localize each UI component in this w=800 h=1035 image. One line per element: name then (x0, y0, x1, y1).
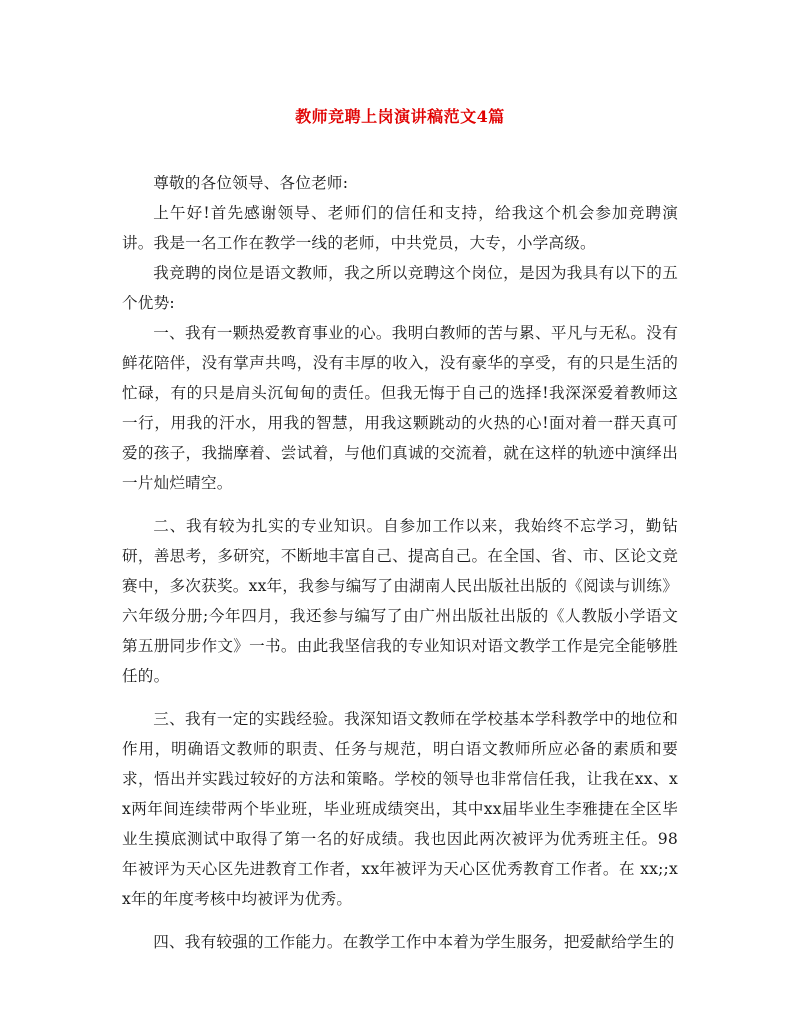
advantage-three-paragraph: 三、我有一定的实践经验。我深知语文教师在学校基本学科教学中的地位和作用，明确语文教师的职责、任务与规范，明白语文教师所应必备的素质和要求，悟出并实践过较好的方法和策略。学校的领导也非常信任我，让我在xx、xx两年间连续带两个毕业班，毕业班成绩突出，其中xx届毕业生李雅捷在全区毕业生摸底测试中取得了第一名的好成绩。我也因此两次被评为优秀班主任。98年被评为天心区先进教育工作者，xx年被评为天心区优秀教育工作者。在 xx;;xx年的年度考核中均被评为优秀。 (122, 710, 678, 908)
greeting-paragraph: 上午好!首先感谢领导、老师们的信任和支持，给我这个机会参加竞聘演讲。我是一名工作在教学一线的老师，中共党员，大专，小学高级。 (122, 204, 678, 252)
document-body (122, 168, 678, 957)
position-paragraph: 我竞聘的岗位是语文教师，我之所以竞聘这个岗位，是因为我具有以下的五个优势: (122, 264, 678, 312)
document-title: 教师竞聘上岗演讲稿范文4篇 (295, 107, 505, 126)
advantage-two-paragraph: 二、我有较为扎实的专业知识。自参加工作以来，我始终不忘学习，勤钻研，善思考，多研究，不断地丰富自己、提高自己。在全国、省、市、区论文竞赛中，多次获奖。xx年，我参与编写了由湖南人民出版社出版的《阅读与训练》六年级分册;今年四月，我还参与编写了由广州出版社出版的《人教版小学语文第五册同步作文》一书。由此我坚信我的专业知识对语文教学工作是完全能够胜任的。 (122, 517, 678, 685)
salutation-paragraph: 尊敬的各位领导、各位老师: (153, 174, 349, 192)
advantage-one-paragraph: 一、我有一颗热爱教育事业的心。我明白教师的苦与累、平凡与无私。没有鲜花陪伴，没有掌声共鸣，没有丰厚的收入，没有豪华的享受，有的只是生活的忙碌，有的只是肩头沉甸甸的责任。但我无悔于自己的选择!我深深爱着教师这一行，用我的汗水，用我的智慧，用我这颗跳动的火热的心!面对着一群天真可爱的孩子，我揣摩着、尝试着，与他们真诚的交流着，就在这样的轨迹中演绎出一片灿烂晴空。 (122, 324, 678, 492)
advantage-four-paragraph: 四、我有较强的工作能力。在教学工作中本着为学生服务，把爱献给学生的 (153, 933, 675, 951)
